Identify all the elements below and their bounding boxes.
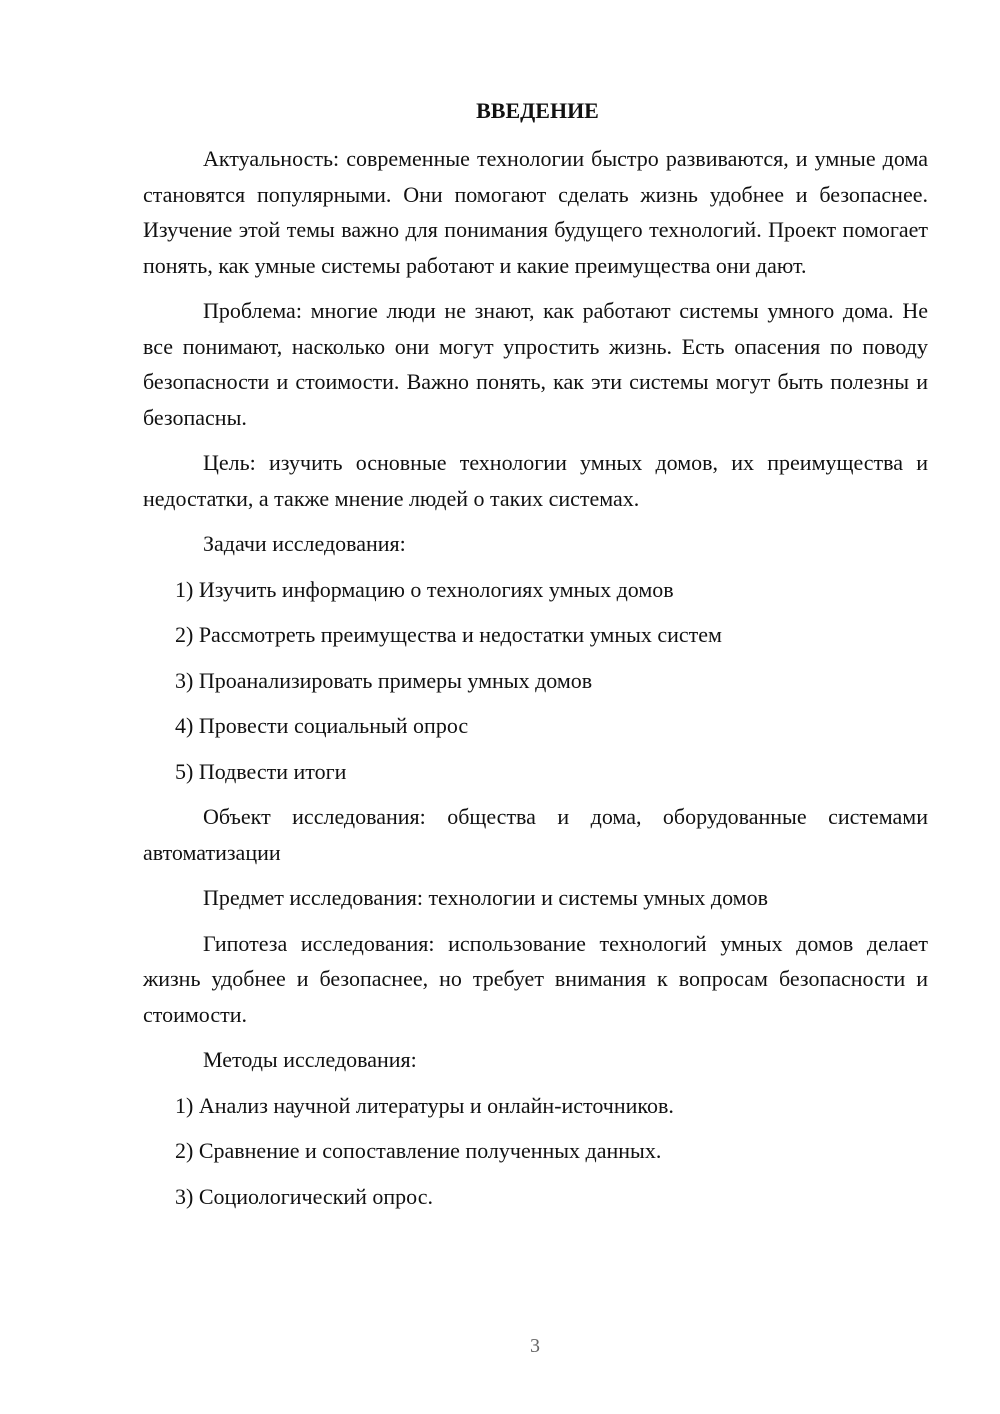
subject-paragraph: Предмет исследования: технологии и системы умных домов bbox=[203, 885, 768, 910]
task-item: 5) Подвести итоги bbox=[175, 758, 347, 784]
methods-list bbox=[143, 1088, 928, 1215]
method-item: 1) Анализ научной литературы и онлайн-источников. bbox=[175, 1092, 674, 1118]
hypothesis-paragraph: Гипотеза исследования: использование технологий умных домов делает жизнь удобнее и безопаснее, но требует внимания к вопросам безопасности и стоимости. bbox=[143, 930, 928, 1027]
page-content bbox=[143, 94, 928, 1224]
problem-paragraph: Проблема: многие люди не знают, как работают системы умного дома. Не все понимают, насколько они могут упростить жизнь. Есть опасения по поводу безопасности и стоимости. Важно понять, как эти системы могут быть полезны и безопасны. bbox=[143, 298, 928, 430]
object-paragraph: Объект исследования: общества и дома, оборудованные системами автоматизации bbox=[143, 804, 928, 865]
task-item: 3) Проанализировать примеры умных домов bbox=[175, 667, 593, 693]
goal-paragraph: Цель: изучить основные технологии умных домов, их преимущества и недостатки, а также мнение людей о таких системах. bbox=[143, 450, 928, 511]
tasks-list bbox=[143, 572, 928, 790]
tasks-heading: Задачи исследования: bbox=[203, 531, 406, 556]
relevance-paragraph: Актуальность: современные технологии быстро развиваются, и умные дома становятся популярными. Они помогают сделать жизнь удобнее и безопаснее. Изучение этой темы важно для понимания будущего технологий. Проект помогает понять, как умные системы работают и какие преимущества они дают. bbox=[143, 146, 928, 278]
page-number: 3 bbox=[530, 1335, 540, 1357]
method-item: 3) Социологический опрос. bbox=[175, 1183, 433, 1209]
page-title: ВВЕДЕНИЕ bbox=[476, 98, 599, 123]
method-item: 2) Сравнение и сопоставление полученных данных. bbox=[175, 1138, 662, 1163]
methods-heading: Методы исследования: bbox=[203, 1047, 417, 1072]
task-item: 1) Изучить информацию о технологиях умных домов bbox=[175, 576, 674, 602]
task-item: 4) Провести социальный опрос bbox=[175, 713, 469, 738]
task-item: 2) Рассмотреть преимущества и недостатки умных систем bbox=[175, 622, 722, 647]
